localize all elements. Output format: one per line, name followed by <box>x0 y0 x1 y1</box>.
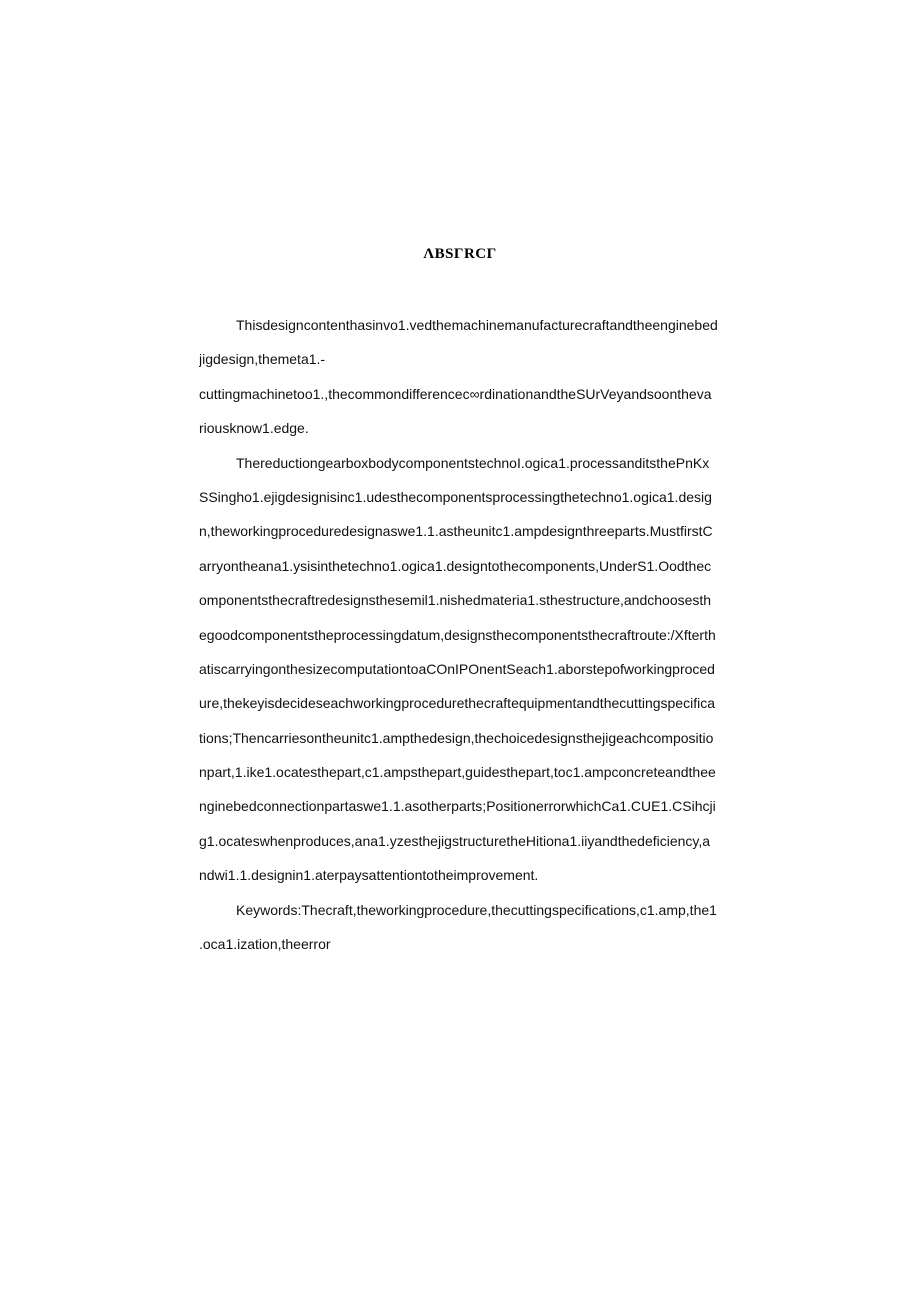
text-line: nginebedconnectionpartaswe1.1.asotherparts;PositionerrorwhichCa1.CUE1.CSihcji <box>199 798 716 815</box>
text-line: ure,thekeyisdecideseachworkingprocedurethecraftequipmentandthecuttingspecifica <box>199 695 715 712</box>
text-line: atiscarryingonthesizecomputationtoaCOnIPOnentSeach1.aborstepofworkingproced <box>199 660 715 677</box>
text-line: g1.ocateswhenproduces,ana1.yzesthejigstructuretheHitiona1.iiyandthedeficiency,a <box>199 832 711 849</box>
text-line: omponentsthecraftredesignsthesemil1.nishedmateria1.sthestructure,andchoosesth <box>199 592 712 609</box>
paragraph-1 <box>199 313 770 451</box>
text-line: tions;Thencarriesontheunitc1.ampthedesign,thechoicedesignsthejigeachcompositio <box>199 729 714 746</box>
text-line: riousknow1.edge. <box>199 420 309 437</box>
text-line: SSingho1.ejigdesignisinc1.udesthecomponentsprocessingthetechno1.ogica1.desig <box>199 488 712 505</box>
text-line: arryontheana1.ysisinthetechno1.ogica1.designtothecomponents,UnderS1.Oodthec <box>199 557 712 574</box>
keywords-line: .oca1.ization,theerror <box>199 936 331 953</box>
keywords-line: Keywords:Thecraft,theworkingprocedure,thecuttingspecifications,c1.amp,the1 <box>236 901 717 918</box>
text-line: cuttingmachinetoo1.,thecommondifferencec∞rdinationandtheSUrVeyandsoontheva <box>199 385 712 402</box>
paragraph-2 <box>199 451 770 898</box>
text-line: npart,1.ike1.ocatesthepart,c1.ampsthepart,guidesthepart,toc1.ampconcreteandthee <box>199 764 716 781</box>
abstract-body <box>199 313 770 966</box>
abstract-title: ΛBSΓRCΓ <box>423 246 497 262</box>
text-line: egoodcomponentstheprocessingdatum,designsthecomponentsthecraftroute:/Xfterth <box>199 626 716 643</box>
text-line: Thisdesigncontenthasinvo1.vedthemachinemanufacturecraftandtheenginebed <box>236 317 718 333</box>
keywords-paragraph <box>199 898 770 967</box>
text-line: ndwi1.1.designin1.aterpaysattentiontotheimprovement. <box>199 867 539 884</box>
text-line: ThereductiongearboxbodycomponentstechnoI.ogica1.processanditsthePnKx <box>236 454 710 471</box>
text-line: jigdesign,themeta1.- <box>199 351 326 368</box>
text-line: n,theworkingproceduredesignaswe1.1.astheunitc1.ampdesignthreeparts.MustfirstC <box>199 523 713 540</box>
